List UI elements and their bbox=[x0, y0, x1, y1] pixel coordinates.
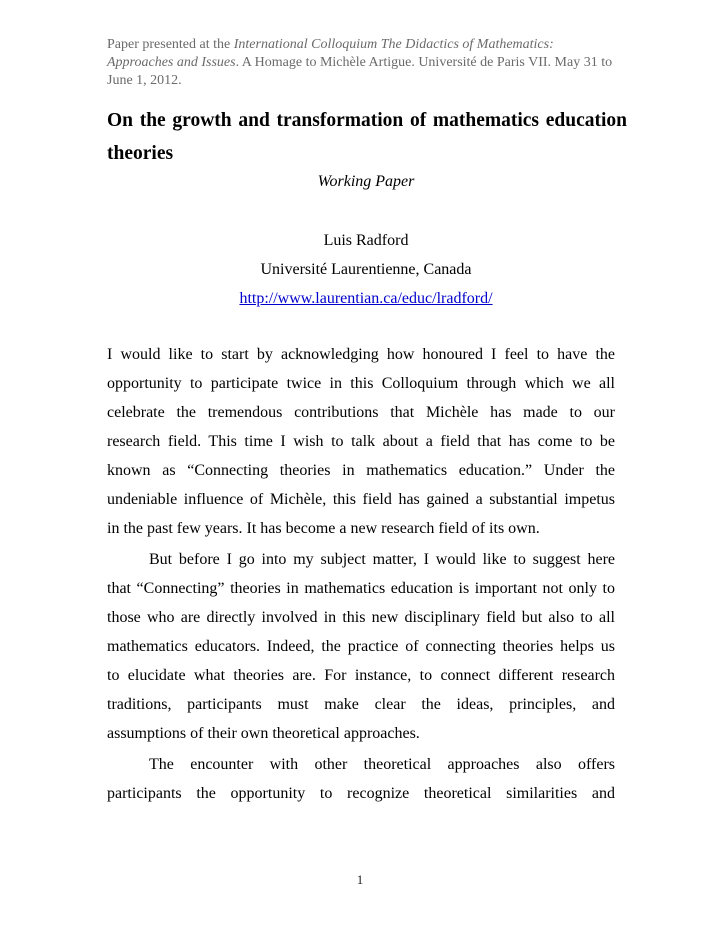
paper-title bbox=[107, 104, 627, 170]
author-affiliation: Université Laurentienne, Canada bbox=[260, 261, 472, 278]
paragraph-line: celebrate the tremendous contributions that Michèle has made to our bbox=[107, 404, 615, 421]
author-name: Luis Radford bbox=[323, 232, 409, 249]
paragraph-line: in the past few years. It has become a new research field of its own. bbox=[107, 520, 540, 537]
paragraph-line: undeniable influence of Michèle, this field has gained a substantial impetus bbox=[107, 491, 615, 508]
conference-note bbox=[107, 36, 617, 90]
paragraph-line: that “Connecting” theories in mathematics education is important not only to bbox=[107, 580, 615, 597]
paper-subtitle: Working Paper bbox=[317, 173, 415, 190]
paragraph-line: But before I go into my subject matter, I would like to suggest here bbox=[149, 551, 615, 568]
conference-note-prefix: Paper presented at the bbox=[107, 37, 234, 52]
paragraph-line: The encounter with other theoretical approaches also offers bbox=[149, 756, 615, 773]
paragraph-line: to elucidate what theories are. For instance, to connect different research bbox=[107, 667, 615, 684]
paragraph-line: I would like to start by acknowledging how honoured I feel to have the bbox=[107, 346, 615, 363]
body-paragraph bbox=[107, 750, 615, 808]
body-paragraph bbox=[107, 545, 615, 748]
paragraph-line: research field. This time I wish to talk about a field that has come to be bbox=[107, 433, 615, 450]
page-number: 1 bbox=[356, 872, 364, 887]
conference-note-suffix: . A Homage to Michèle Artigue. Université de Paris VII. May 31 to June 1, 2012. bbox=[107, 55, 613, 88]
paragraph-line: opportunity to participate twice in this Colloquium through which we all bbox=[107, 375, 615, 392]
title-line: theories bbox=[107, 143, 174, 164]
paragraph-line: assumptions of their own theoretical approaches. bbox=[107, 725, 420, 742]
paragraph-line: mathematics educators. Indeed, the practice of connecting theories helps us bbox=[107, 638, 615, 655]
paragraph-line: traditions, participants must make clear the ideas, principles, and bbox=[107, 696, 615, 713]
title-line: On the growth and transformation of mathematics education bbox=[107, 110, 627, 131]
paragraph-line: participants the opportunity to recognize theoretical similarities and bbox=[107, 785, 615, 802]
author-url-link[interactable]: http://www.laurentian.ca/educ/lradford/ bbox=[239, 290, 493, 307]
body-paragraph bbox=[107, 340, 615, 543]
paragraph-line: those who are directly involved in this new disciplinary field but also to all bbox=[107, 609, 615, 626]
conference-name: International Colloquium The Didactics of Mathematics: Approaches and Issues bbox=[107, 37, 554, 70]
paragraph-line: known as “Connecting theories in mathematics education.” Under the bbox=[107, 462, 615, 479]
